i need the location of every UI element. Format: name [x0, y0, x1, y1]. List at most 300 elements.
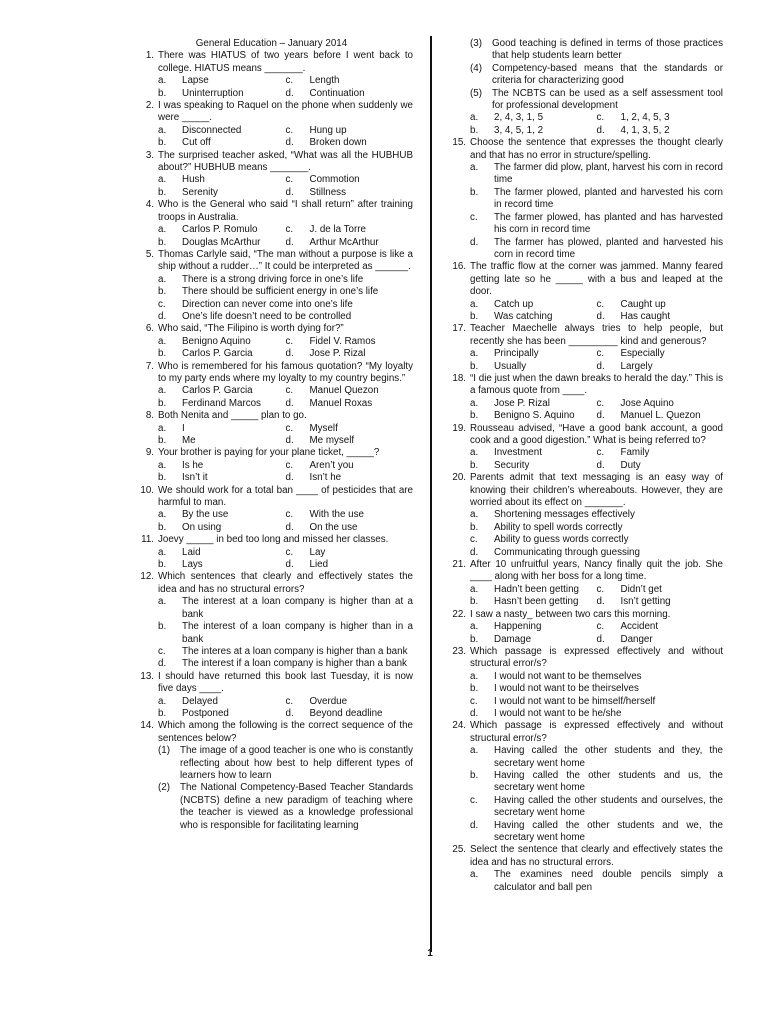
choice-letter: c. — [285, 224, 294, 236]
choice-letter: d. — [470, 236, 479, 248]
answer-row — [158, 472, 413, 484]
answer-choice — [158, 596, 413, 621]
choice-text: On the use — [309, 521, 358, 533]
question-item — [130, 671, 413, 721]
choice-text: There should be sufficient energy in one’s life — [182, 286, 379, 298]
question-number: 17. — [452, 323, 466, 335]
choice-letter: d. — [285, 236, 294, 248]
choice-letter: a. — [158, 224, 167, 236]
answer-choice — [470, 187, 723, 212]
answer-choice — [286, 435, 414, 447]
answer-choice — [470, 621, 597, 633]
choice-letter: b. — [158, 348, 167, 360]
answer-row — [470, 112, 723, 124]
choice-letter: d. — [596, 310, 605, 322]
choice-text: Catch up — [494, 298, 534, 310]
answer-choice — [597, 621, 724, 633]
answer-row — [158, 385, 413, 397]
choice-text: Security — [494, 459, 530, 471]
answer-choice — [286, 75, 414, 87]
choice-letter: d. — [596, 360, 605, 372]
answer-choice — [158, 274, 413, 286]
choice-text: Communicating through guessing — [494, 546, 640, 558]
question-text: Joevy _____ in bed too long and missed her classes. — [158, 534, 389, 546]
answer-row — [470, 447, 723, 459]
choice-text: Commotion — [309, 174, 360, 186]
question-number: 9. — [145, 447, 154, 459]
choice-letter: b. — [158, 137, 167, 149]
choice-text: Didn’t get — [620, 583, 662, 595]
answer-choice — [158, 708, 286, 720]
answer-choice — [470, 410, 597, 422]
choice-letter: c. — [285, 459, 294, 471]
choice-letter: a. — [470, 583, 479, 595]
answer-row — [158, 224, 413, 236]
choice-letter: c. — [158, 645, 166, 657]
choice-letter: c. — [285, 546, 294, 558]
answer-choice — [286, 125, 414, 137]
answer-choice — [597, 112, 724, 124]
answer-choice — [597, 125, 724, 137]
column-divider — [430, 36, 432, 952]
choice-text: Accident — [620, 621, 659, 633]
choice-text: Manuel Quezon — [309, 385, 379, 397]
question-number: 25. — [452, 844, 466, 856]
answer-choice — [470, 634, 597, 646]
answer-choice — [597, 361, 724, 373]
question-item — [442, 137, 723, 261]
choice-letter: a. — [158, 385, 167, 397]
answer-choice — [286, 88, 414, 100]
choice-letter: b. — [158, 435, 167, 446]
question-item — [130, 571, 413, 670]
choice-text: Overdue — [309, 695, 348, 707]
choice-text: Manuel Roxas — [309, 397, 373, 409]
question-text: Choose the sentence that expresses the thought clearly and that has no error in structure/spelling. — [470, 137, 723, 161]
document-title: General Education – January 2014 — [195, 38, 348, 49]
choice-text: Continuation — [309, 87, 365, 99]
choice-letter: d. — [596, 633, 605, 645]
question-number: 13. — [140, 670, 154, 682]
answer-row — [470, 311, 723, 323]
choice-text: Fidel V. Ramos — [309, 335, 376, 347]
choice-text: Beyond deadline — [309, 707, 383, 719]
choice-text: The interes at a loan company is higher than a bank — [182, 645, 408, 657]
question-number: 12. — [140, 571, 154, 583]
answer-choice — [286, 237, 414, 249]
answer-choice — [158, 621, 413, 646]
statement-text: The NCBTS can be used as a self assessment tool for professional development — [492, 87, 723, 112]
answer-row — [158, 708, 413, 720]
choice-text: Disconnected — [182, 124, 242, 136]
sequence-statement — [470, 88, 723, 113]
answer-choice — [286, 137, 414, 149]
question-number: 21. — [452, 559, 466, 571]
question-item — [130, 410, 413, 447]
choice-text: Benigno S. Aquino — [494, 410, 575, 422]
answer-row — [470, 584, 723, 596]
choice-text: J. de la Torre — [309, 224, 366, 236]
answer-row — [470, 410, 723, 422]
question-item — [442, 261, 723, 323]
question-number: 22. — [452, 608, 466, 620]
choice-letter: d. — [285, 435, 294, 446]
answer-choice — [158, 336, 286, 348]
choice-letter: a. — [158, 174, 167, 186]
choice-text: Lay — [309, 546, 326, 558]
answer-choice — [597, 398, 724, 410]
choice-letter: a. — [158, 75, 167, 87]
answer-choice — [158, 286, 413, 298]
right-column — [442, 38, 723, 894]
question-text: Which passage is expressed effectively and without structural error/s? — [470, 645, 723, 670]
choice-text: Douglas McArthur — [182, 236, 261, 248]
choice-text: Jose Aquino — [620, 397, 674, 409]
choice-letter: b. — [158, 87, 167, 99]
choice-text: Ferdinand Marcos — [182, 397, 261, 409]
choice-letter: b. — [158, 521, 167, 533]
question-number: 18. — [452, 372, 466, 384]
choice-letter: b. — [470, 410, 479, 422]
question-item — [442, 423, 723, 473]
sequence-statement — [158, 782, 413, 832]
choice-text: Manuel L. Quezon — [620, 410, 701, 422]
choice-text: With the use — [309, 509, 364, 521]
question-item — [130, 199, 413, 249]
answer-choice — [597, 348, 724, 360]
choice-letter: a. — [158, 546, 167, 558]
choice-text: Having called the other students and ourselves, the secretary went home — [494, 794, 723, 819]
answer-choice — [470, 795, 723, 820]
choice-text: Isn’t he — [309, 472, 342, 484]
choice-letter: b. — [470, 459, 479, 471]
choice-letter: b. — [470, 360, 479, 372]
choice-letter: b. — [470, 310, 479, 322]
answer-row — [158, 237, 413, 249]
answer-row — [470, 125, 723, 137]
answer-choice — [158, 237, 286, 249]
choice-letter: c. — [596, 397, 605, 409]
choice-letter: d. — [596, 124, 605, 136]
choice-letter: d. — [470, 546, 479, 558]
choice-text: The examines need double pencils simply a calculator and ball pen — [494, 869, 723, 893]
choice-text: Danger — [620, 633, 653, 645]
answer-choice — [470, 299, 597, 311]
statement-label: (3) — [470, 38, 482, 49]
question-number: 10. — [140, 484, 154, 496]
choice-letter: d. — [285, 87, 294, 99]
choice-text: Usually — [494, 360, 527, 372]
answer-choice — [158, 224, 286, 236]
answer-choice — [158, 174, 286, 186]
answer-choice — [470, 112, 597, 124]
question-text: Which among the following is the correct sequence of the sentences below? — [158, 720, 413, 744]
sequence-statement — [470, 38, 723, 63]
answer-row — [158, 522, 413, 534]
choice-text: I — [182, 422, 185, 434]
question-number: 16. — [452, 261, 466, 273]
question-item — [130, 720, 413, 832]
choice-letter: d. — [285, 707, 294, 719]
choice-letter: b. — [470, 633, 479, 645]
question-number: 2. — [145, 100, 154, 112]
choice-text: Hadn’t been getting — [494, 583, 579, 595]
statement-text: The image of a good teacher is one who is constantly reflecting about how best to help different types of learners how to learn — [180, 745, 413, 781]
question-text: Both Nenita and _____ plan to go. — [158, 410, 307, 422]
sequence-statement — [470, 63, 723, 88]
choice-text: Broken down — [309, 137, 367, 149]
answer-choice — [470, 683, 723, 695]
choice-text: Investment — [494, 447, 542, 459]
choice-text: The interest at a loan company is higher than at a bank — [182, 596, 413, 620]
choice-letter: c. — [470, 211, 478, 223]
answer-choice — [470, 509, 723, 521]
question-number: 15. — [452, 137, 466, 149]
choice-text: Having called the other students and they, the secretary went home — [494, 745, 723, 769]
choice-text: Aren’t you — [309, 459, 354, 471]
choice-letter: d. — [470, 819, 479, 831]
question-text: Teacher Maechelle always tries to help people, but recently she has been _________ kind and generous? — [470, 323, 723, 347]
choice-letter: c. — [470, 695, 478, 707]
question-item — [442, 472, 723, 559]
choice-text: Myself — [309, 422, 338, 434]
choice-letter: a. — [470, 112, 479, 124]
question-number: 23. — [452, 645, 466, 657]
question-number: 14. — [140, 720, 154, 732]
choice-text: Having called the other students and us, the secretary went home — [494, 769, 723, 794]
choice-letter: c. — [285, 335, 294, 347]
answer-choice — [286, 336, 414, 348]
choice-letter: b. — [158, 707, 167, 719]
choice-text: Carlos P. Garcia — [182, 348, 253, 360]
choice-letter: b. — [470, 521, 479, 533]
choice-letter: b. — [158, 621, 167, 633]
answer-choice — [286, 348, 414, 360]
answer-choice — [158, 522, 286, 534]
question-text: Your brother is paying for your plane ticket, _____? — [158, 447, 380, 459]
choice-letter: b. — [470, 596, 479, 608]
choice-text: Shortening messages effectively — [494, 509, 635, 521]
answer-choice — [158, 137, 286, 149]
answer-choice — [158, 311, 413, 323]
answer-choice — [158, 509, 286, 521]
answer-choice — [470, 869, 723, 894]
answer-choice — [286, 708, 414, 720]
question-text: Rousseau advised, “Have a good bank account, a good cook and a good digestion.” What is being referred to? — [470, 422, 723, 446]
question-text: The surprised teacher asked, “What was all the HUBHUB about?” HUBHUB means _______. — [158, 149, 413, 174]
answer-choice — [470, 237, 723, 262]
choice-letter: a. — [158, 695, 167, 707]
answer-row — [158, 88, 413, 100]
answer-choice — [470, 820, 723, 845]
answer-choice — [158, 88, 286, 100]
answer-choice — [470, 671, 723, 683]
answer-row — [158, 398, 413, 410]
choice-letter: b. — [470, 124, 479, 136]
choice-text: Especially — [620, 348, 665, 360]
choice-letter: a. — [470, 509, 479, 521]
choice-text: Serenity — [182, 186, 218, 198]
choice-text: Is he — [182, 459, 204, 471]
answer-choice — [470, 547, 723, 559]
choice-text: Lied — [309, 559, 329, 571]
answer-row — [158, 435, 413, 447]
question-text: “I die just when the dawn breaks to herald the day.” This is a famous quote from ____. — [470, 372, 723, 397]
answer-choice — [470, 361, 597, 373]
choice-letter: c. — [285, 422, 294, 434]
choice-text: The farmer plowed, planted and harvested his corn in record time — [494, 186, 723, 211]
choice-text: The farmer plowed, has planted and has harvested his corn in record time — [494, 211, 723, 236]
answer-choice — [158, 299, 413, 311]
question-item — [442, 720, 723, 844]
question-number: 7. — [145, 360, 154, 372]
question-number: 19. — [452, 422, 466, 434]
question-text: The traffic flow at the corner was jammed. Manny feared getting late so he _____ with a bus and leaped at the door. — [470, 261, 723, 298]
question-item — [442, 38, 723, 137]
choice-text: I would not want to be he/she — [494, 707, 622, 719]
answer-row — [158, 460, 413, 472]
choice-letter: c. — [285, 695, 294, 707]
choice-letter: a. — [158, 273, 167, 285]
choice-letter: a. — [470, 670, 479, 682]
answer-row — [470, 398, 723, 410]
answer-row — [158, 559, 413, 571]
choice-text: Ability to guess words correctly — [494, 534, 629, 546]
answer-choice — [470, 348, 597, 360]
answer-row — [158, 187, 413, 199]
choice-letter: d. — [158, 310, 167, 322]
answer-choice — [158, 348, 286, 360]
sequence-statement — [158, 745, 413, 782]
answer-choice — [470, 212, 723, 237]
answer-choice — [286, 187, 414, 199]
choice-text: Damage — [494, 633, 532, 645]
left-column — [130, 38, 413, 832]
answer-choice — [158, 75, 286, 87]
choice-letter: c. — [596, 447, 605, 459]
choice-text: Uninterruption — [182, 87, 244, 99]
question-text: I was speaking to Raquel on the phone when suddenly we were _____. — [158, 100, 413, 124]
choice-text: Arthur McArthur — [309, 236, 379, 248]
choice-text: Laid — [182, 546, 201, 558]
choice-letter: c. — [285, 174, 294, 186]
choice-text: There is a strong driving force in one’s life — [182, 273, 364, 285]
question-item — [130, 361, 413, 411]
choice-letter: c. — [285, 509, 294, 521]
choice-letter: c. — [285, 385, 294, 397]
question-text: After 10 unfruitful years, Nancy finally quit the job. She ____ along with her boss for a long time. — [470, 559, 723, 583]
answer-choice — [597, 460, 724, 472]
answer-choice — [470, 584, 597, 596]
answer-choice — [470, 522, 723, 534]
choice-letter: c. — [285, 75, 294, 87]
choice-letter: d. — [285, 559, 294, 571]
choice-letter: a. — [470, 162, 479, 174]
answer-choice — [158, 187, 286, 199]
choice-text: On using — [182, 521, 222, 533]
choice-letter: a. — [470, 447, 479, 459]
question-item — [442, 646, 723, 720]
answer-choice — [286, 224, 414, 236]
choice-text: 1, 2, 4, 5, 3 — [620, 112, 670, 124]
choice-letter: c. — [470, 794, 478, 806]
answer-choice — [286, 460, 414, 472]
question-item — [442, 559, 723, 609]
question-text: There was HIATUS of two years before I went back to college. HIATUS means _______. — [158, 50, 413, 74]
choice-text: I would not want to be themselves — [494, 670, 642, 682]
choice-text: Hush — [182, 174, 205, 186]
answer-choice — [470, 770, 723, 795]
answer-choice — [597, 447, 724, 459]
choice-text: Having called the other students and we, the secretary went home — [494, 819, 723, 843]
question-text: Who is the General who said “I shall return” after training troops in Australia. — [158, 199, 413, 223]
answer-row — [470, 361, 723, 373]
answer-choice — [286, 559, 414, 571]
answer-choice — [470, 398, 597, 410]
answer-row — [158, 125, 413, 137]
choice-letter: a. — [158, 335, 167, 347]
statement-label: (2) — [158, 782, 170, 794]
answer-row — [158, 696, 413, 708]
answer-choice — [597, 596, 724, 608]
choice-text: Me myself — [309, 435, 355, 446]
question-text: Thomas Carlyle said, “The man without a purpose is like a ship without a rudder…” It could be interpreted as ______. — [158, 248, 413, 273]
answer-row — [470, 299, 723, 311]
choice-text: Postponed — [182, 707, 229, 719]
choice-text: I would not want to be theirselves — [494, 683, 639, 695]
choice-text: Carlos P. Romulo — [182, 224, 258, 236]
question-item — [130, 50, 413, 100]
choice-text: Lapse — [182, 75, 209, 87]
answer-choice — [158, 547, 286, 559]
answer-choice — [286, 547, 414, 559]
choice-text: Me — [182, 435, 196, 446]
answer-choice — [158, 460, 286, 472]
answer-row — [158, 336, 413, 348]
choice-text: One’s life doesn’t need to be controlled — [182, 310, 352, 322]
answer-choice — [470, 696, 723, 708]
answer-row — [470, 621, 723, 633]
answer-choice — [597, 299, 724, 311]
choice-letter: a. — [470, 348, 479, 360]
statement-text: The National Competency-Based Teacher Standards (NCBTS) define a new paradigm of teaching where the teacher is viewed as a knowledge professional who is responsible for facilitating learning — [180, 782, 413, 831]
choice-text: Lays — [182, 559, 203, 571]
choice-letter: c. — [596, 298, 605, 310]
choice-text: Jose P. Rizal — [494, 397, 550, 409]
answer-choice — [470, 708, 723, 720]
question-item — [130, 323, 413, 360]
choice-letter: b. — [158, 236, 167, 248]
choice-letter: b. — [158, 286, 167, 298]
choice-text: The farmer did plow, plant, harvest his corn in record time — [494, 162, 723, 186]
choice-letter: c. — [596, 112, 605, 124]
choice-letter: a. — [470, 745, 479, 757]
question-number: 5. — [145, 248, 154, 260]
choice-letter: d. — [285, 348, 294, 360]
answer-choice — [158, 385, 286, 397]
choice-text: Happening — [494, 621, 542, 633]
choice-letter: d. — [596, 410, 605, 422]
answer-choice — [158, 423, 286, 435]
answer-row — [470, 348, 723, 360]
choice-letter: a. — [158, 509, 167, 521]
answer-choice — [470, 460, 597, 472]
question-number: 4. — [145, 199, 154, 211]
answer-choice — [286, 696, 414, 708]
question-item — [130, 485, 413, 535]
answer-row — [158, 75, 413, 87]
choice-text: 4, 1, 3, 5, 2 — [620, 124, 670, 136]
